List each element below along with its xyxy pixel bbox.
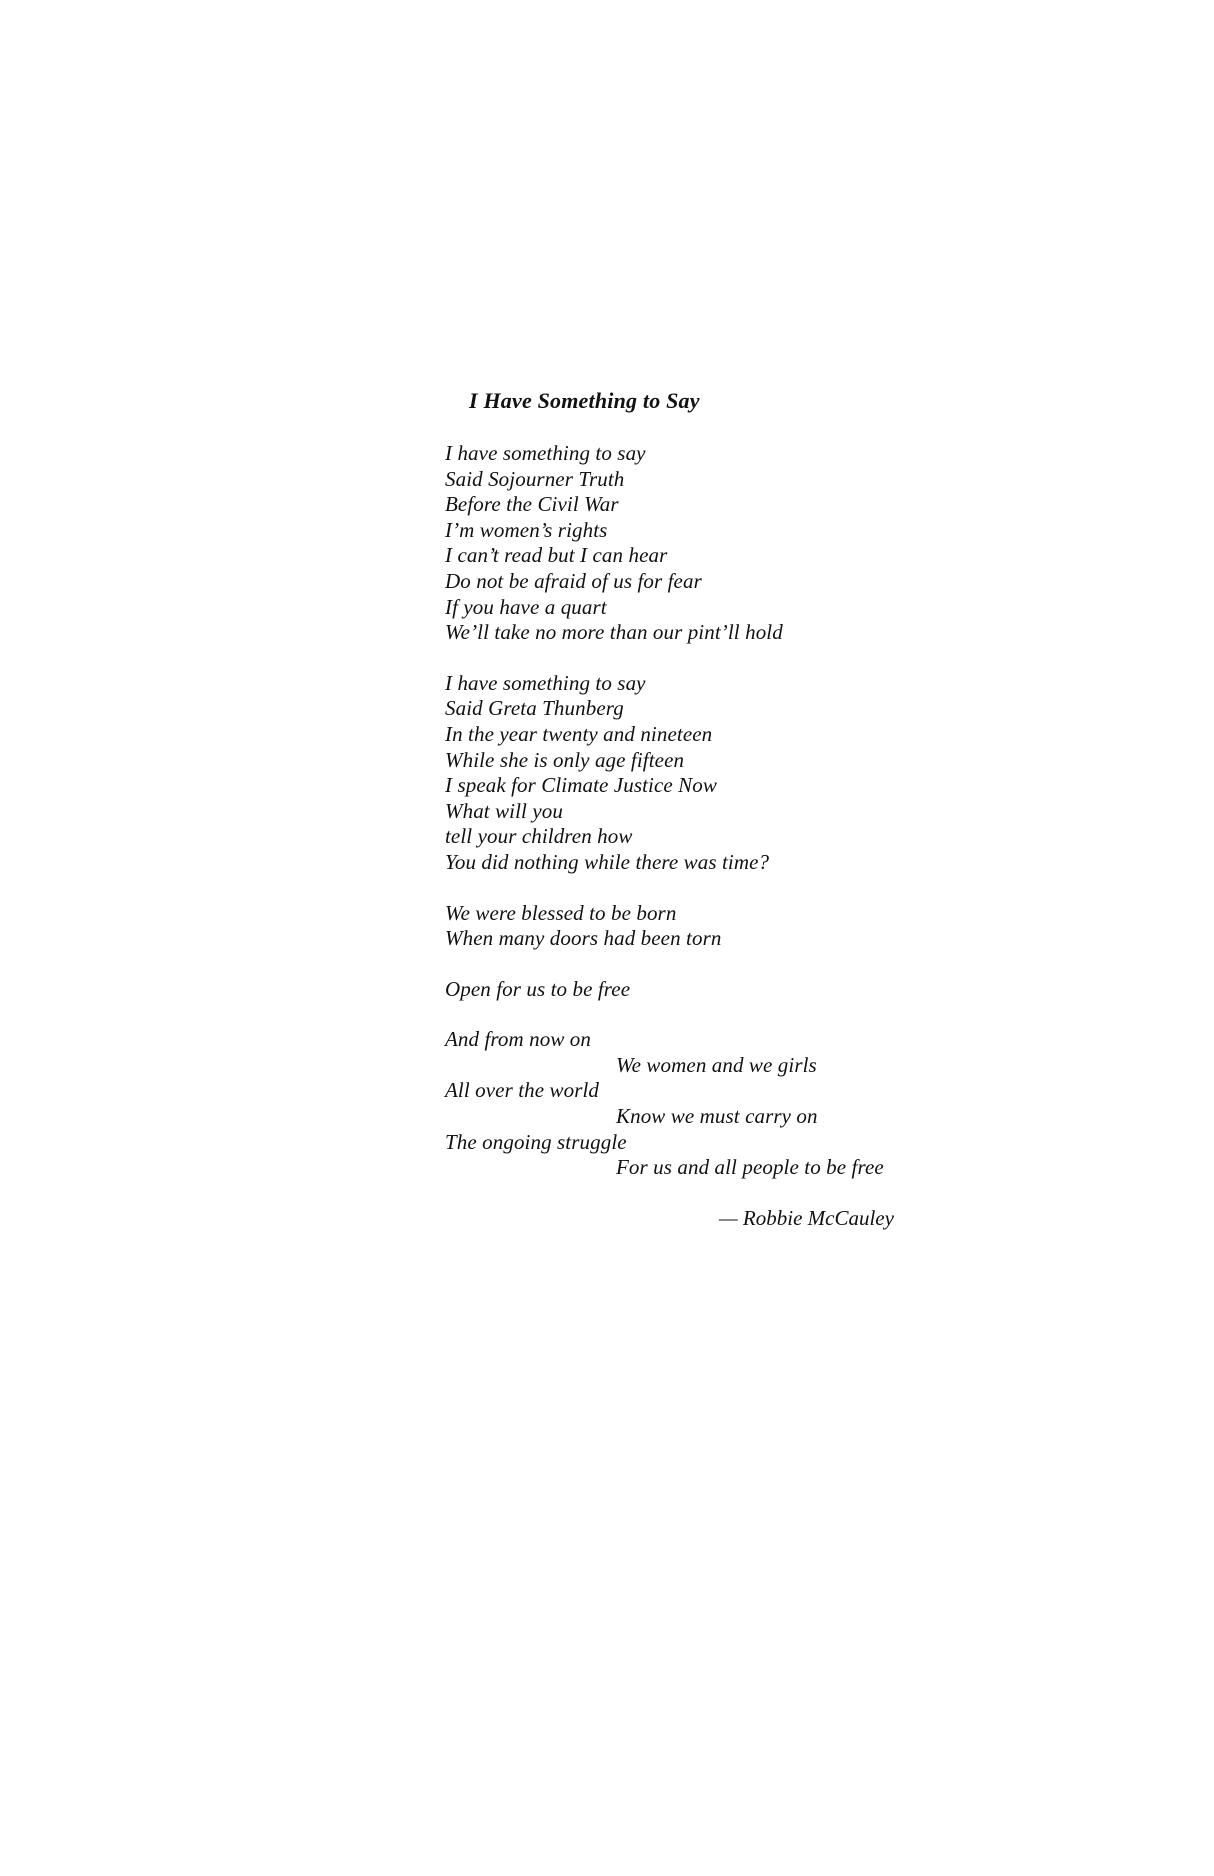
poem-line: We were blessed to be born — [445, 900, 677, 925]
poem-line: Said Greta Thunberg — [445, 696, 624, 721]
stanza-1 — [445, 441, 985, 646]
poem-line-indented: We women and we girls — [616, 1052, 817, 1077]
poem-line: You did nothing while there was time? — [445, 849, 770, 874]
poem-line: We’ll take no more than our pint’ll hold — [445, 620, 783, 645]
poem-line: I can’t read but I can hear — [445, 543, 668, 568]
poem-line: If you have a quart — [445, 594, 607, 619]
poem-line: While she is only age fifteen — [445, 747, 685, 772]
poem-line-indented: For us and all people to be free — [616, 1155, 884, 1180]
poem — [445, 386, 985, 1231]
stanza-3 — [445, 901, 985, 952]
stanza-2 — [445, 671, 985, 876]
poem-line: Said Sojourner Truth — [445, 466, 625, 491]
poem-line: Do not be afraid of us for fear — [445, 568, 702, 593]
poem-line: And from now on — [445, 1027, 591, 1052]
poem-line-indented: Know we must carry on — [616, 1104, 818, 1129]
poem-line: I’m women’s rights — [445, 517, 608, 542]
poem-line: Before the Civil War — [445, 492, 619, 517]
poem-line: I speak for Climate Justice Now — [445, 773, 717, 798]
stanza-5 — [445, 1027, 985, 1181]
poem-line: Open for us to be free — [445, 976, 631, 1001]
poem-line: I have something to say — [445, 670, 646, 695]
poem-line: The ongoing struggle — [445, 1129, 627, 1154]
poem-line: What will you — [445, 798, 563, 823]
poem-line: In the year twenty and nineteen — [445, 721, 713, 746]
poem-line: I have something to say — [445, 441, 646, 465]
poem-line: When many doors had been torn — [445, 926, 722, 951]
poem-line: tell your children how — [445, 824, 633, 849]
poem-line: All over the world — [445, 1078, 600, 1103]
stanza-4 — [445, 977, 985, 1003]
poem-title: I Have Something to Say — [469, 388, 700, 413]
poem-attribution: — Robbie McCauley — [719, 1205, 894, 1230]
